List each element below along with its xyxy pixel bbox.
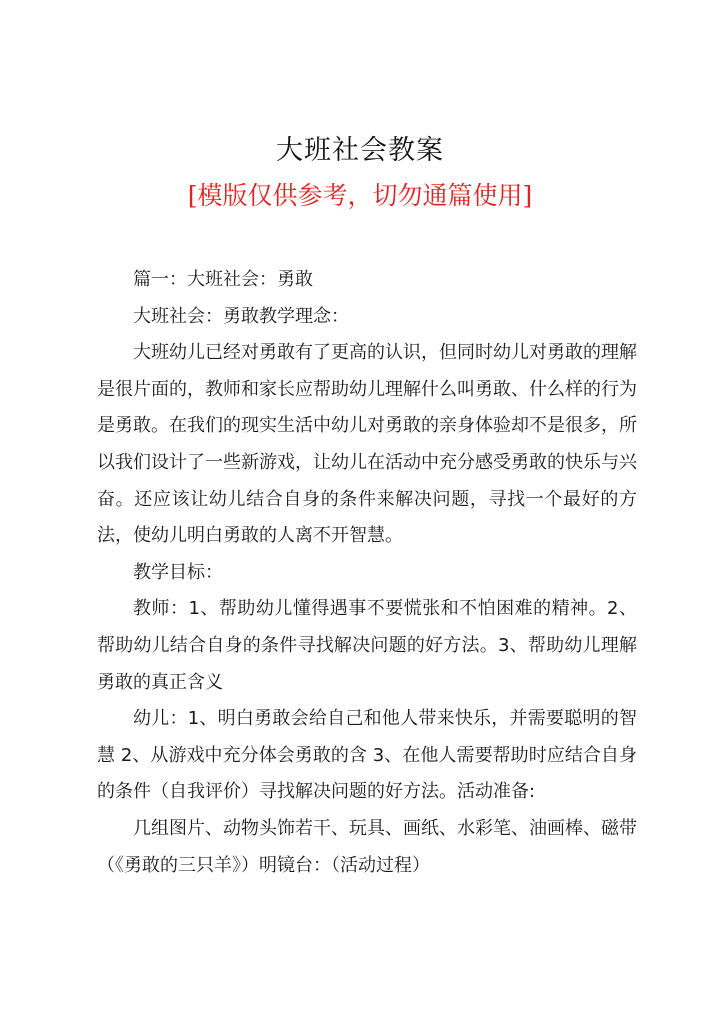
teacher-objectives-paragraph: 教师：1、帮助幼儿懂得遇事不要慌张和不怕困难的精神。2、帮助幼儿结合自身的条件寻找解决问题的好方法。3、帮助幼儿理解勇敢的真正含义 bbox=[97, 598, 637, 693]
document-title: 大班社会教案 bbox=[276, 135, 444, 166]
concept-paragraph: 大班幼儿已经对勇敢有了更高的认识，但同时幼儿对勇敢的理解是很片面的，教师和家长应帮助幼儿理解什么叫勇敢、什么样的行为是勇敢。在我们的现实生活中幼儿对勇敢的亲身体验却不是很多，所以我们设计了一些新游戏，让幼儿在活动中充分感受勇敢的快乐与兴奋。还应该让幼儿结合自身的条件来解决问题，寻找一个最好的方法，使幼儿明白勇敢的人离不开智慧。 bbox=[97, 342, 637, 547]
template-notice: [模版仅供参考，切勿通篇使用] bbox=[187, 181, 533, 210]
section-heading: 篇一：大班社会：勇敢 bbox=[133, 269, 313, 290]
child-objectives-paragraph: 幼儿：1、明白勇敢会给自己和他人带来快乐，并需要聪明的智慧 2、从游戏中充分体会勇敢的含 3、在他人需要帮助时应结合自身的条件（自我评价）寻找解决问题的好方法。活动准备: bbox=[97, 708, 637, 803]
materials-paragraph: 几组图片、动物头饰若干、玩具、画纸、水彩笔、油画棒、磁带（《勇敢的三只羊》）明镜台：（活动过程） bbox=[97, 817, 637, 876]
objectives-heading: 教学目标： bbox=[133, 561, 223, 583]
document-body bbox=[97, 262, 637, 884]
subsection-heading: 大班社会：勇敢教学理念： bbox=[133, 305, 349, 327]
